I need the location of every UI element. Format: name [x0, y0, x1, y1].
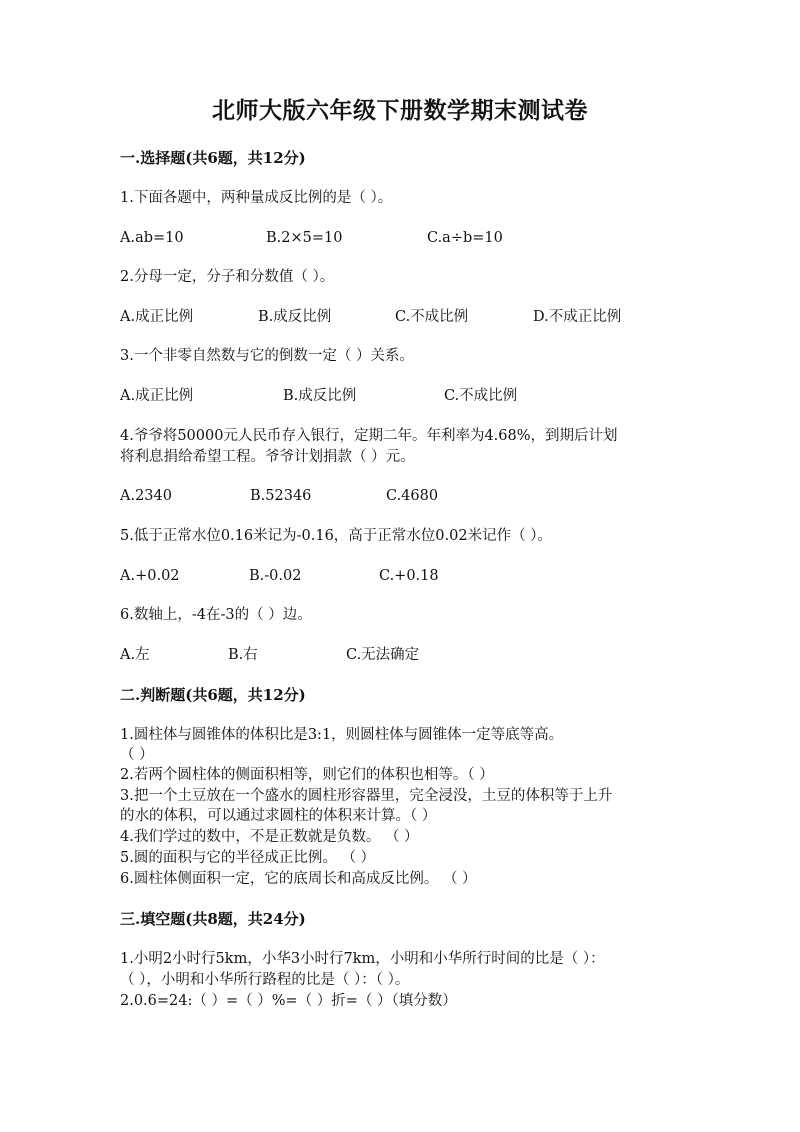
statement-line: 4.我们学过的数中，不是正数就是负数。 （ ）: [120, 829, 419, 845]
question-stem: 6.数轴上，-4在-3的（ ）边。: [120, 607, 312, 623]
option-c: C.a÷b=10: [427, 230, 503, 246]
option-a: A.成正比例: [120, 309, 194, 325]
option-b: B.成反比例: [258, 309, 332, 325]
option-a: A.左: [120, 647, 150, 663]
option-d: D.不成正比例: [533, 309, 622, 325]
statement-line: 3.把一个土豆放在一个盛水的圆柱形容器里，完全浸没，土豆的体积等于上升: [120, 788, 613, 804]
section-heading-judgement: 二.判断题(共6题，共12分): [120, 686, 306, 704]
statement-line: 1.圆柱体与圆锥体的体积比是3:1，则圆柱体与圆锥体一定等底等高。: [120, 727, 564, 743]
question-stem: 5.低于正常水位0.16米记为-0.16，高于正常水位0.02米记作（ ）。: [120, 528, 552, 544]
option-c: C.不成比例: [444, 388, 518, 404]
option-c: C.无法确定: [346, 647, 420, 663]
statement-line: 2.若两个圆柱体的侧面积相等，则它们的体积也相等。（ ）: [120, 767, 494, 783]
statement-line: （ ）: [120, 747, 154, 763]
option-a: A.+0.02: [120, 568, 180, 584]
option-a: A.成正比例: [120, 388, 194, 404]
page-title: 北师大版六年级下册数学期末测试卷: [212, 97, 588, 124]
option-a: A.2340: [120, 488, 172, 504]
option-b: B.成反比例: [283, 388, 357, 404]
option-c: C.不成比例: [395, 309, 469, 325]
option-b: B.右: [228, 647, 258, 663]
option-a: A.ab=10: [120, 230, 184, 246]
question-stem: 将利息捐给希望工程。爷爷计划捐款（ ）元。: [120, 449, 415, 465]
section-heading-choice: 一.选择题(共6题，共12分): [120, 149, 306, 167]
option-b: B.-0.02: [249, 568, 302, 584]
section-heading-fill-in: 三.填空题(共8题，共24分): [120, 910, 306, 928]
option-c: C.+0.18: [379, 568, 439, 584]
question-stem: 2.分母一定，分子和分数值（ ）。: [120, 269, 335, 285]
fill-in-line: 2.0.6=24:（ ）=（ ）%=（ ）折=（ ）（填分数）: [120, 993, 457, 1009]
statement-line: 6.圆柱体侧面积一定，它的底周长和高成反比例。 （ ）: [120, 871, 477, 887]
option-b: B.2×5=10: [266, 230, 343, 246]
option-c: C.4680: [386, 488, 439, 504]
option-b: B.52346: [250, 488, 312, 504]
statement-line: 5.圆的面积与它的半径成正比例。 （ ）: [120, 850, 376, 866]
fill-in-line: （ ），小明和小华所行路程的比是（ ）：（ ）。: [120, 972, 410, 988]
question-stem: 3.一个非零自然数与它的倒数一定（ ）关系。: [120, 348, 414, 364]
question-stem: 4.爷爷将50000元人民币存入银行，定期二年。年利率为4.68%，到期后计划: [120, 428, 618, 444]
statement-line: 的水的体积，可以通过求圆柱的体积来计算。（ ）: [120, 808, 437, 824]
fill-in-line: 1.小明2小时行5km，小华3小时行7km，小明和小华所行时间的比是（ ）：: [120, 951, 605, 967]
question-stem: 1.下面各题中，两种量成反比例的是（ ）。: [120, 190, 393, 206]
